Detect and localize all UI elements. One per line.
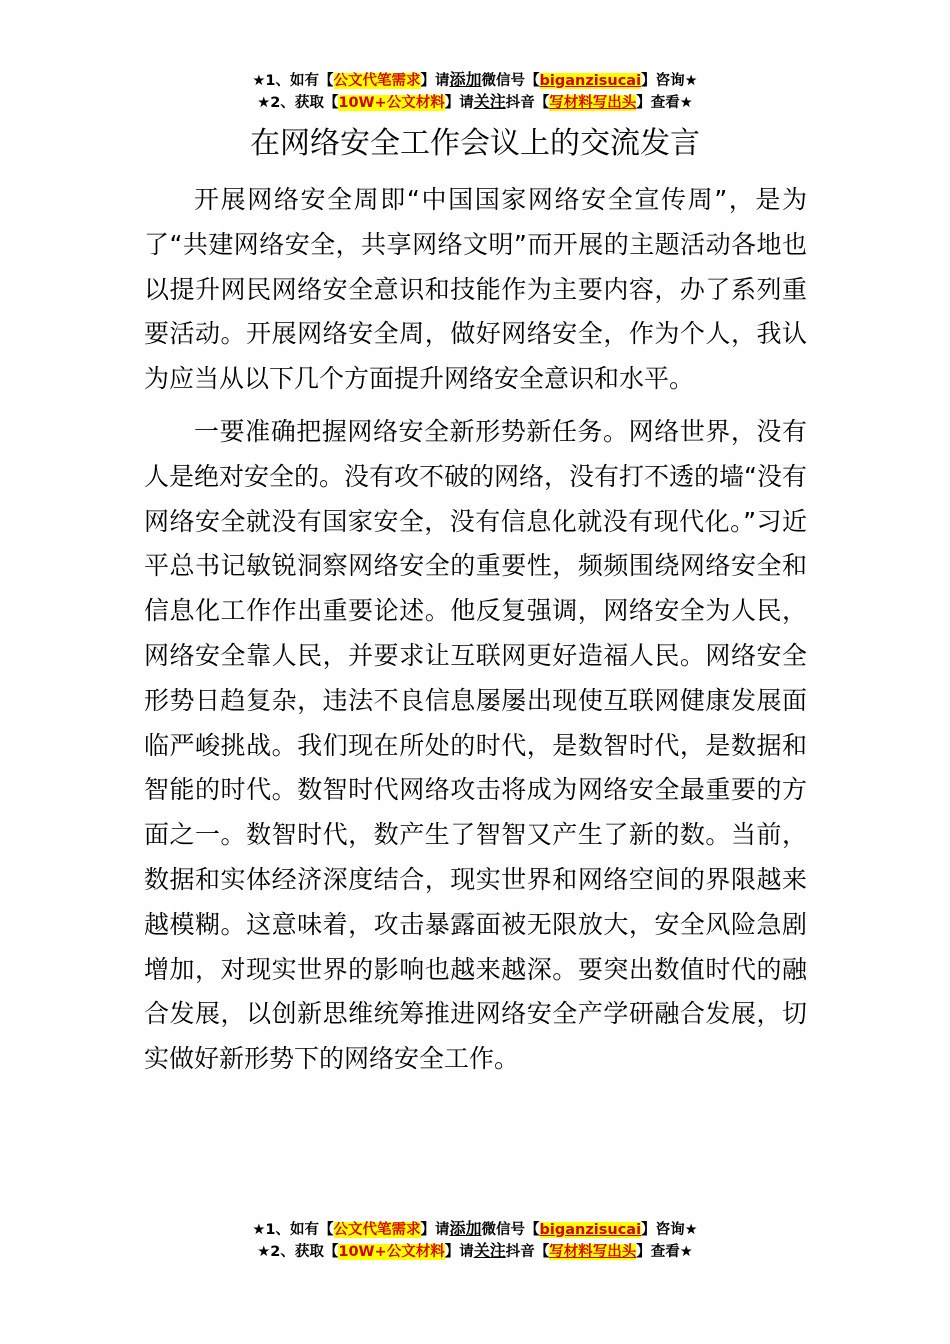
document-body — [144, 178, 807, 1082]
banner-text: 微信号【 — [481, 1222, 540, 1238]
banner-highlight: 公文代笔需求 — [333, 73, 421, 89]
banner-text: 】请 — [444, 95, 474, 111]
paragraph: 开展网络安全周即“中国国家网络安全宣传周”，是为了“共建网络安全，共享网络文明”而开展的主题活动各地也以提升网民网络安全意识和技能作为主要内容，办了系列重要活动。开展网络安全周，做好网络安全，作为个人，我认为应当从以下几个方面提升网络安全意识和水平。 — [144, 185, 807, 394]
banner-wechat-id: biganzisucai — [539, 73, 642, 89]
footer-banner — [0, 1218, 950, 1262]
banner-text: ★2、获取【 — [257, 1244, 339, 1260]
banner-text: ★1、如有【 — [252, 73, 334, 89]
banner-text: 】请 — [420, 73, 450, 89]
banner-emphasis: 关注 — [473, 1241, 506, 1260]
banner-highlight: 公文代笔需求 — [333, 1222, 421, 1238]
banner-douyin-id: 写材料写出头 — [549, 1244, 637, 1260]
banner-highlight: 10W+公文材料 — [338, 95, 445, 111]
banner-douyin-id: 写材料写出头 — [549, 95, 637, 111]
banner-text: 】咨询★ — [641, 73, 698, 89]
banner-line-2 — [0, 91, 950, 113]
banner-line-2 — [0, 1240, 950, 1262]
banner-text: ★2、获取【 — [257, 95, 339, 111]
banner-highlight: 10W+公文材料 — [338, 1244, 445, 1260]
banner-text: 抖音【 — [505, 1244, 550, 1260]
paragraph: 一要准确把握网络安全新形势新任务。网络世界，没有人是绝对安全的。没有攻不破的网络，没有打不透的墙“没有网络安全就没有国家安全，没有信息化就没有现代化。”习近平总书记敏锐洞察网络安全的重要性，频频围绕网络安全和信息化工作作出重要论述。他反复强调，网络安全为人民，网络安全靠人民，并要求让互联网更好造福人民。网络安全形势日趋复杂，违法不良信息屡屡出现使互联网健康发展面临严峻挑战。我们现在所处的时代，是数智时代，是数据和智能的时代。数智时代网络攻击将成为网络安全最重要的方面之一。数智时代，数产生了智智又产生了新的数。当前，数据和实体经济深度结合，现实世界和网络空间的界限越来越模糊。这意味着，攻击暴露面被无限放大，安全风险急剧增加，对现实世界的影响也越来越深。要突出数值时代的融合发展，以创新思维统筹推进网络安全产学研融合发展，切实做好新形势下的网络安全工作。 — [144, 416, 807, 1074]
document-title: 在网络安全工作会议上的交流发言 — [250, 126, 700, 161]
banner-text: 】查看★ — [636, 95, 693, 111]
header-banner — [0, 69, 950, 113]
banner-emphasis: 关注 — [473, 92, 506, 111]
banner-text: ★1、如有【 — [252, 1222, 334, 1238]
banner-emphasis: 添加 — [449, 70, 482, 89]
banner-line-1 — [0, 1218, 950, 1240]
banner-text: 】查看★ — [636, 1244, 693, 1260]
banner-text: 微信号【 — [481, 73, 540, 89]
banner-line-1 — [0, 69, 950, 91]
banner-text: 】请 — [420, 1222, 450, 1238]
banner-wechat-id: biganzisucai — [539, 1222, 642, 1238]
banner-text: 】咨询★ — [641, 1222, 698, 1238]
banner-text: 抖音【 — [505, 95, 550, 111]
banner-emphasis: 添加 — [449, 1219, 482, 1238]
banner-text: 】请 — [444, 1244, 474, 1260]
